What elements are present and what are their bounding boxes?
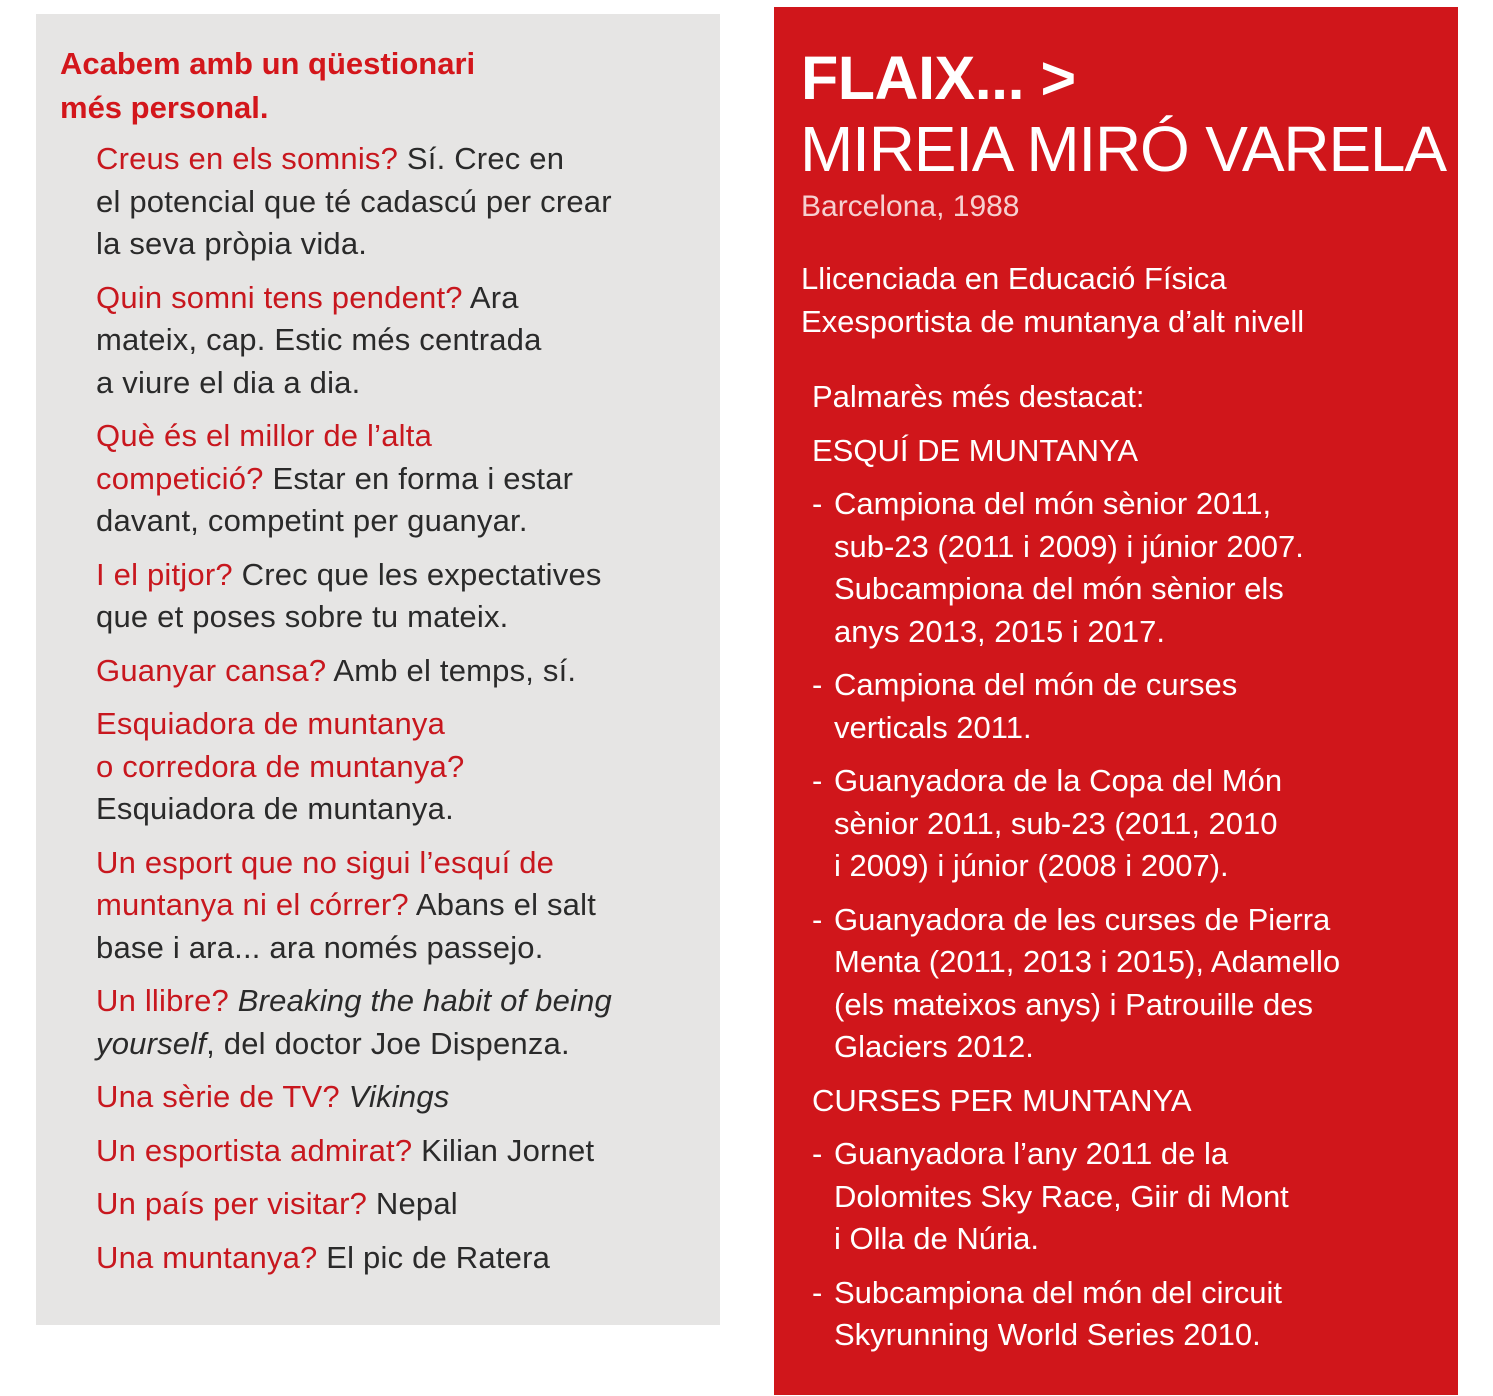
- questionnaire-intro: Acabem amb un qüestionari més personal.: [60, 46, 476, 125]
- answer: Ara mateix, cap. Estic més centrada a viure el dia a dia.: [96, 279, 542, 400]
- qa-item: [96, 138, 706, 266]
- athlete-name: MIREIA MIRÓ VARELA: [800, 113, 1446, 185]
- answer: Nepal: [367, 1186, 458, 1221]
- qa-item: [96, 1076, 706, 1119]
- section-title-ski: ESQUÍ DE MUNTANYA: [812, 432, 1139, 468]
- palmares-item: - Campiona del món de curses verticals 2011.: [812, 664, 1442, 749]
- palmares-item: - Subcampiona del món del circuit Skyrunning World Series 2010.: [812, 1272, 1442, 1357]
- palmares-title: Palmarès més destacat:: [812, 379, 1145, 414]
- qa-item: [96, 1183, 706, 1226]
- palmares-item: - Guanyadora de les curses de Pierra Menta (2011, 2013 i 2015), Adamello (els mateixos anys) i Patrouille des Glaciers 2012.: [812, 899, 1442, 1069]
- question: Creus en els somnis?: [96, 141, 399, 176]
- question: Un llibre?: [96, 983, 229, 1018]
- qa-item: [96, 277, 706, 405]
- answer: , del doctor Joe Dispenza.: [206, 1025, 570, 1061]
- question: Què és el millor de l’alta competició?: [96, 418, 433, 496]
- question: Quin somni tens pendent?: [96, 279, 463, 315]
- question: Un esportista admirat?: [96, 1132, 413, 1168]
- palmares: [812, 376, 1442, 1368]
- question: Una muntanya?: [96, 1239, 318, 1275]
- qa-list: [96, 138, 706, 1290]
- question: Esquiadora de muntanya o corredora de muntanya?: [96, 706, 465, 784]
- qa-item: [96, 650, 706, 693]
- answer: El pic de Ratera: [317, 1239, 551, 1275]
- question: I el pitjor?: [96, 556, 233, 592]
- answer: Abans el salt base i ara... ara només passejo.: [96, 887, 597, 965]
- questionnaire-panel: [36, 14, 720, 1325]
- profile-panel: [774, 7, 1458, 1395]
- answer: Estar en forma i estar davant, competint per guanyar.: [96, 460, 574, 538]
- qa-item: [96, 554, 706, 639]
- question: Un esport que no sigui l’esquí de muntanya ni el córrer?: [96, 844, 555, 922]
- palmares-item: - Guanyadora l’any 2011 de la Dolomites Sky Race, Giir di Mont i Olla de Núria.: [812, 1133, 1442, 1261]
- qa-item: [96, 703, 706, 831]
- question: Un país per visitar?: [96, 1186, 368, 1221]
- answer: Esquiadora de muntanya.: [96, 791, 454, 826]
- palmares-item: - Guanyadora de la Copa del Món sènior 2011, sub-23 (2011, 2010 i 2009) i júnior (2008 i 2007).: [812, 760, 1442, 888]
- palmares-item: - Campiona del món sènior 2011, sub-23 (2011 i 2009) i júnior 2007. Subcampiona del món sènior els anys 2013, 2015 i 2017.: [812, 483, 1442, 653]
- answer-title: Vikings: [339, 1079, 450, 1114]
- qa-item: [96, 415, 706, 543]
- answer-title: Breaking the habit of being yourself: [96, 983, 612, 1061]
- qa-item: [96, 1130, 706, 1173]
- question: Guanyar cansa?: [96, 652, 327, 688]
- answer: Crec que les expectatives que et poses sobre tu mateix.: [96, 556, 602, 634]
- question: Una sèrie de TV?: [96, 1079, 340, 1114]
- qa-item: [96, 1237, 706, 1280]
- flaix-heading: FLAIX... >: [801, 44, 1076, 112]
- answer: Kilian Jornet: [412, 1132, 595, 1168]
- qa-item: [96, 842, 706, 970]
- section-title-running: CURSES PER MUNTANYA: [812, 1082, 1192, 1118]
- degrees: Llicenciada en Educació Física Exesportista de muntanya d’alt nivell: [801, 261, 1305, 339]
- qa-item: [96, 980, 706, 1065]
- birth-info: Barcelona, 1988: [801, 190, 1020, 223]
- answer: Sí. Crec en el potencial que té cadascú per crear la seva pròpia vida.: [96, 141, 612, 261]
- answer: Amb el temps, sí.: [326, 652, 577, 688]
